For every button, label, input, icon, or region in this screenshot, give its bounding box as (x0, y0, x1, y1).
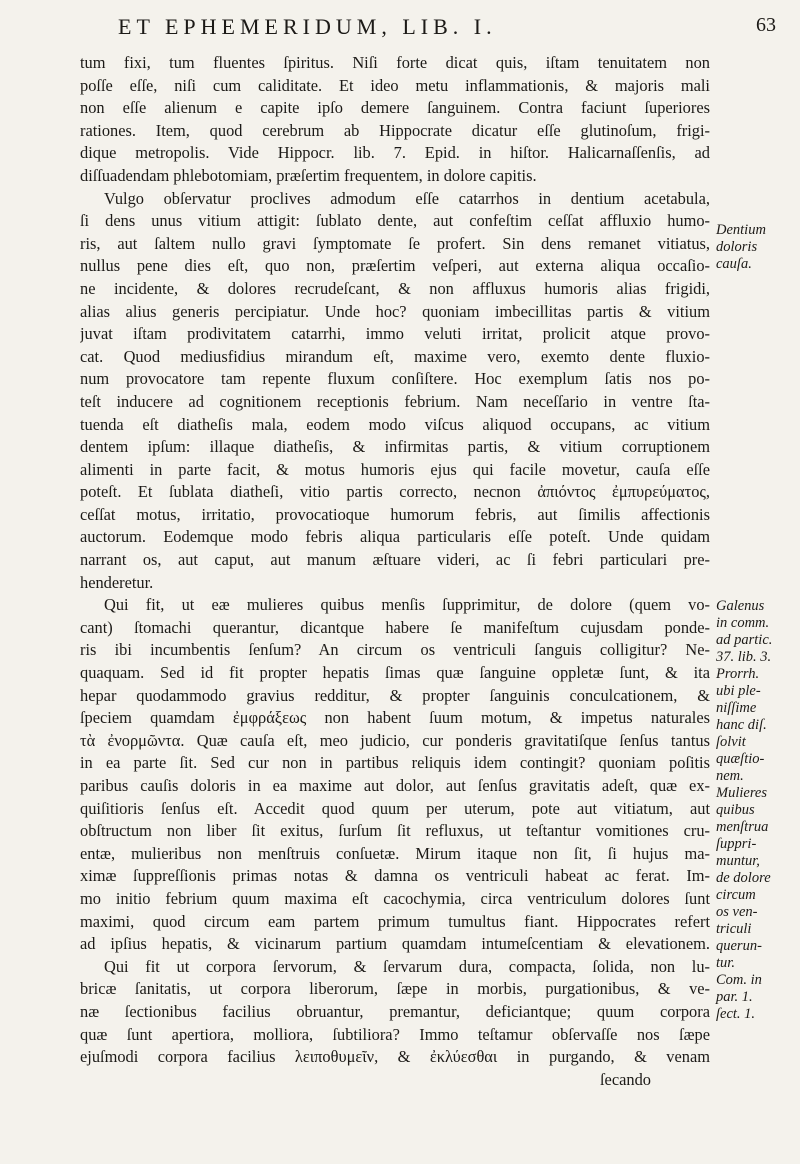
text-line: henderetur. (80, 572, 154, 592)
paragraph (80, 188, 710, 595)
marginal-line: Galenus (716, 598, 765, 614)
text-line: ad ipſius hepatis, & vicinarum partium quamdam intumeſcentiam & elevationem. (80, 934, 710, 954)
text-line: quaquam. Sed id fit propter hepatis ſimas quæ ſanguine oppletæ ſunt, & ita (80, 663, 710, 683)
paragraph (80, 52, 710, 188)
text-line: juvat iſtam prodivitatem catarrhi, immo veluti irritat, prolicit atque provo- (80, 324, 710, 344)
marginal-line: ſect. 1. (716, 1006, 756, 1022)
text-line: rationes. Item, quod cerebrum ab Hippocrate dicatur eſſe glutinoſum, frigi- (80, 120, 710, 140)
marginal-line: Mulieres (716, 785, 768, 801)
marginal-line: ſuppri- (716, 836, 757, 852)
marginal-line: triculi (716, 921, 752, 937)
text-line: quæ ſunt apertiora, molliora, ſubtiliora? Immo teſtamur obſervaſſe nos ſæpe (80, 1024, 710, 1044)
text-line: entæ, mulieribus non menſtruis conſuetæ. Mirum itaque non ſit, ſi hujus ma- (80, 843, 710, 863)
marginal-line: circum (716, 887, 756, 903)
text-line: poteſt. Et ſublata diatheſi, vitio partis correcto, necnon ἀπιόντος ἐμπυρεύματος, (80, 482, 710, 502)
text-line: cant) ſtomachi querantur, dicantque habere ſe manifeſtum cujusdam ponde- (80, 617, 710, 637)
text-line: ris ibi incumbentis ſenſum? An circum os ventriculi ſanguis colligitur? Ne- (80, 640, 710, 660)
marginal-line: niſſime (716, 700, 757, 716)
text-line: ris, aut ſaltem nullo gravi ſymptomate ſe profert. Sin dens remanet vitiatus, (80, 233, 710, 253)
text-line: ſi dens unus vitium attigit: ſublato dente, aut confeſtim ceſſat affluxio humo- (80, 211, 710, 231)
running-header (0, 6, 800, 38)
marginal-line: querun- (716, 938, 762, 954)
text-line: dentem ipſum: illaque diatheſis, & infirmitas partis, & vitium corruptionem (80, 437, 710, 457)
text-line: poſſe eſſe, niſi cum caliditate. Et ideo metu inflammationis, & majoris mali (80, 75, 710, 95)
text-line: Vulgo obſervatur proclives admodum eſſe catarrhos in dentium acetabula, (104, 188, 710, 208)
text-line: narrant os, aut caput, aut manum æſtuare videri, ac ſi febri particulari pre- (80, 550, 710, 570)
text-line: ejuſmodi corpora facilius λειποθυμεῖν, & ἐκλύεσθαι in purgando, & venam (80, 1047, 710, 1067)
text-line: dique metropolis. Vide Hippocr. lib. 7. Epid. in hiſtor. Halicarnaſſenſis, ad (80, 143, 710, 163)
text-line: obſtructum non liber ſit exitus, ſurſum ſit refluxus, ut teſtantur vomitiones cru- (80, 821, 710, 841)
text-line: tum fixi, tum fluentes ſpiritus. Niſi forte dicat quis, iſtam tenuitatem non (80, 53, 710, 72)
text-line: Qui fit, ut eæ mulieres quibus menſis ſupprimitur, de dolore (quem vo- (104, 595, 710, 615)
text-line: τὰ ἐνορμῶντα. Quæ cauſa eſt, meo judicio, cur ponderis gravitatiſque ſenſus tantus (80, 730, 710, 750)
text-line: cat. Quod mediusfidius mirandum eſt, maxime vero, exemto dente fluxio- (80, 346, 710, 366)
marginal-line: os ven- (716, 904, 758, 920)
page-number: 63 (756, 14, 776, 36)
marginal-line: nem. (716, 768, 744, 784)
text-line: ſecando (600, 1069, 651, 1089)
running-title: ET EPHEMERIDUM, LIB. I. (118, 14, 497, 39)
marginal-line: hanc diſ. (716, 717, 767, 733)
marginal-line: quibus (716, 802, 755, 818)
marginal-note (716, 222, 796, 273)
text-line: non eſſe alienum e capite ipſo demere ſanguinem. Contra faciunt ſuperiores (80, 98, 710, 118)
marginal-note (716, 598, 796, 1023)
marginal-line: 37. lib. 3. (716, 649, 772, 665)
marginal-line: de dolore (716, 870, 771, 886)
marginal-line: in comm. (716, 615, 770, 631)
marginal-line: par. 1. (716, 989, 753, 1005)
paragraph (80, 956, 710, 1092)
text-line: in ea parte ſit. Sed cur non in partibus reliquis idem contingit? quoniam poſitis (80, 753, 710, 773)
marginal-line: Prorrh. (716, 666, 760, 682)
marginal-line: quæſtio- (716, 751, 765, 767)
marginal-line: menſtrua (716, 819, 769, 835)
marginal-line: cauſa. (716, 256, 752, 272)
text-line: ceſſat motus, irritatio, provocatioque humorum febris, aut ſimilis affectionis (80, 504, 710, 524)
text-line: tuenda eſt diatheſis mala, eodem modo viſcus aliquod occupans, ac vitium (80, 414, 710, 434)
text-line: ximæ ſuppreſſionis primas notas & damna os ventriculi habeat ac ferat. Im- (80, 866, 710, 886)
marginal-line: ubi ple- (716, 683, 761, 699)
marginal-line: Dentium (716, 222, 766, 238)
text-line: ne incidente, & dolores recrudeſcant, & non affluxus humoris alias frigidi, (80, 278, 710, 298)
text-line: ſpeciem quamdam ἐμφράξεως non habent ſuum motum, & impetus naturales (80, 708, 710, 728)
text-line: maximi, quod circum eam partem primum tumultus fiant. Hippocrates refert (80, 911, 710, 931)
marginal-line: muntur, (716, 853, 760, 869)
text-line: alimenti in parte facit, & motus humoris ejus qui facile movetur, cauſa eſſe (80, 459, 710, 479)
marginal-line: ad partic. (716, 632, 773, 648)
text-line: paribus cauſis doloris in ea maxime aut dolor, aut ſenſus gravitatis adeſt, quæ ex- (80, 776, 710, 795)
text-line: mo initio febrium quum maxima eſt cacochymia, circa ventriculum dolores ſunt (80, 888, 710, 908)
paragraph (80, 594, 710, 956)
text-line: hepar quodammodo gravius redditur, & propter ſanguinis conculcationem, & (80, 685, 710, 705)
text-line: quiſitioris ſenſus eſt. Accedit quod quum per uterum, pote aut vitiatum, aut (80, 798, 710, 818)
text-line: diſſuadendam phlebotomiam, præſertim frequentem, in dolore capitis. (80, 165, 537, 185)
marginal-line: doloris (716, 239, 758, 255)
text-line: nullus pene dies eſt, quo non, præſertim veſperi, aut externa aliqua occaſio- (80, 256, 710, 276)
text-line: bricæ ſanitatis, ut corpora liberorum, ſæpe in morbis, purgationibus, & ve- (80, 979, 710, 999)
text-line: auctorum. Eodemque modo febris aliqua particularis eſſe poteſt. Unde quidam (80, 527, 710, 547)
text-line: Qui fit ut corpora ſervorum, & ſervarum dura, compacta, ſolida, non lu- (104, 956, 710, 976)
text-line: alias alius generis percipiatur. Unde hoc? quoniam imbecillitas partis & vitium (80, 301, 710, 321)
marginal-line: tur. (716, 955, 735, 971)
main-text (80, 52, 710, 1091)
marginal-line: ſolvit (716, 734, 746, 750)
text-line: teſt inducere ad cognitionem receptionis febrium. Nam neceſſario in ventre ſta- (80, 391, 710, 411)
text-line: num provocatore tam repente fluxum conſiſtere. Hoc exemplum ſatis nos po- (80, 369, 710, 389)
text-line: næ ſectionibus facilius obruantur, premantur, deficiantque; quum corpora (80, 1001, 710, 1021)
marginal-line: Com. in (716, 972, 762, 988)
